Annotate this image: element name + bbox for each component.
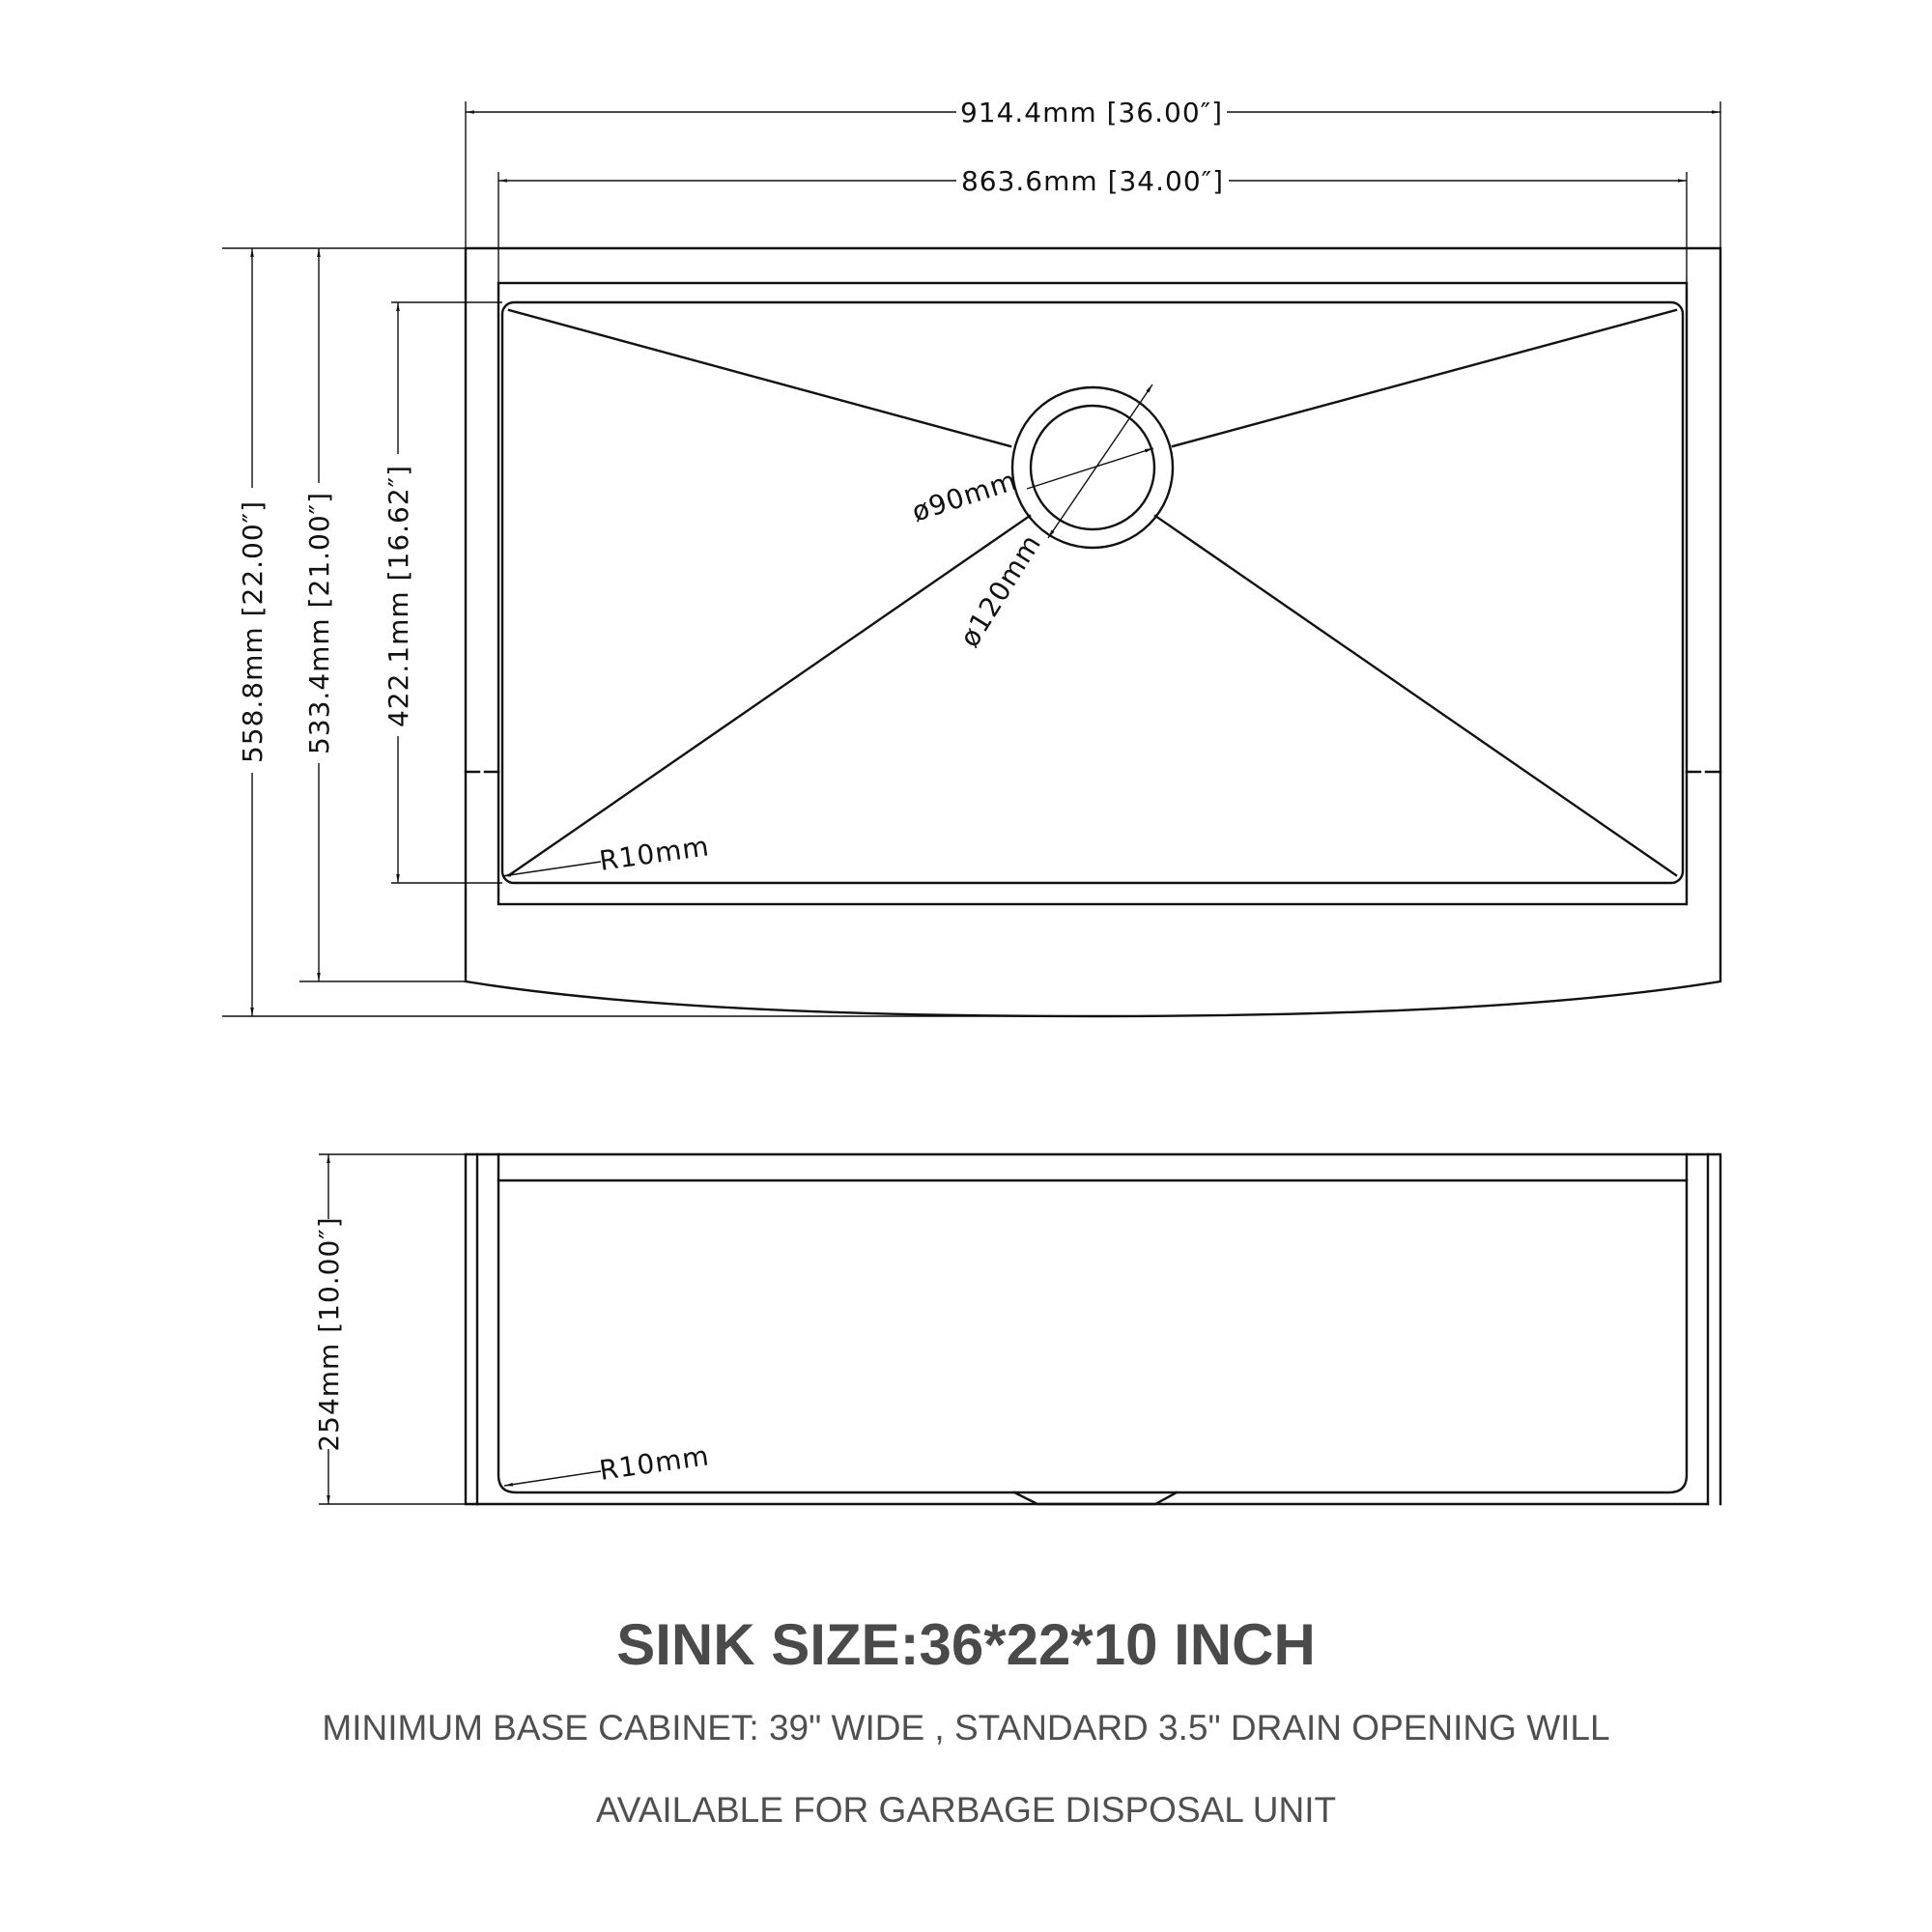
height-dimension <box>313 1154 466 1504</box>
sink-rim-outline <box>498 283 1687 904</box>
inner-width-dimension <box>498 165 1687 283</box>
bowl-depth-dimension <box>383 302 502 883</box>
inner-width-label: 863.6mm [34.00″] <box>960 165 1225 197</box>
side-corner-radius-leader <box>504 1471 601 1486</box>
overall-depth-label: 558.8mm [22.00″] <box>237 499 269 764</box>
cabinet-note-line-1: MINIMUM BASE CABINET: 39" WIDE , STANDARD 3.5" DRAIN OPENING WILL <box>322 1708 1610 1747</box>
drain-diameter-leader <box>1027 448 1153 489</box>
bowl-slope-line <box>509 310 1010 446</box>
drain-outer-diameter-label: ø120mm <box>952 528 1048 653</box>
sink-bowl-outline <box>502 302 1683 883</box>
side-view <box>313 1154 1720 1504</box>
drain-diameter-leader <box>1048 384 1152 538</box>
corner-radius-label: R10mm <box>597 830 712 877</box>
side-corner-radius-label: R10mm <box>597 1439 712 1487</box>
sink-outer-outline <box>466 248 1720 1016</box>
rim-depth-label: 533.4mm [21.00″] <box>303 491 335 755</box>
sink-size-title: SINK SIZE:36*22*10 INCH <box>616 1612 1316 1677</box>
side-drain-flange <box>1014 1492 1177 1504</box>
top-view <box>222 97 1720 1016</box>
bowl-slope-line <box>1173 310 1676 446</box>
bowl-slope-line <box>1155 516 1676 875</box>
side-bowl-outline <box>498 1154 1687 1492</box>
cabinet-note-line-2: AVAILABLE FOR GARBAGE DISPOSAL UNIT <box>595 1790 1337 1830</box>
overall-width-label: 914.4mm [36.00″] <box>959 97 1224 128</box>
bowl-depth-label: 422.1mm [16.62″] <box>383 464 414 728</box>
bowl-slope-line <box>509 516 1030 875</box>
drain-inner-diameter-label: ø90mm <box>907 464 1021 528</box>
height-label: 254mm [10.00″] <box>313 1216 345 1452</box>
